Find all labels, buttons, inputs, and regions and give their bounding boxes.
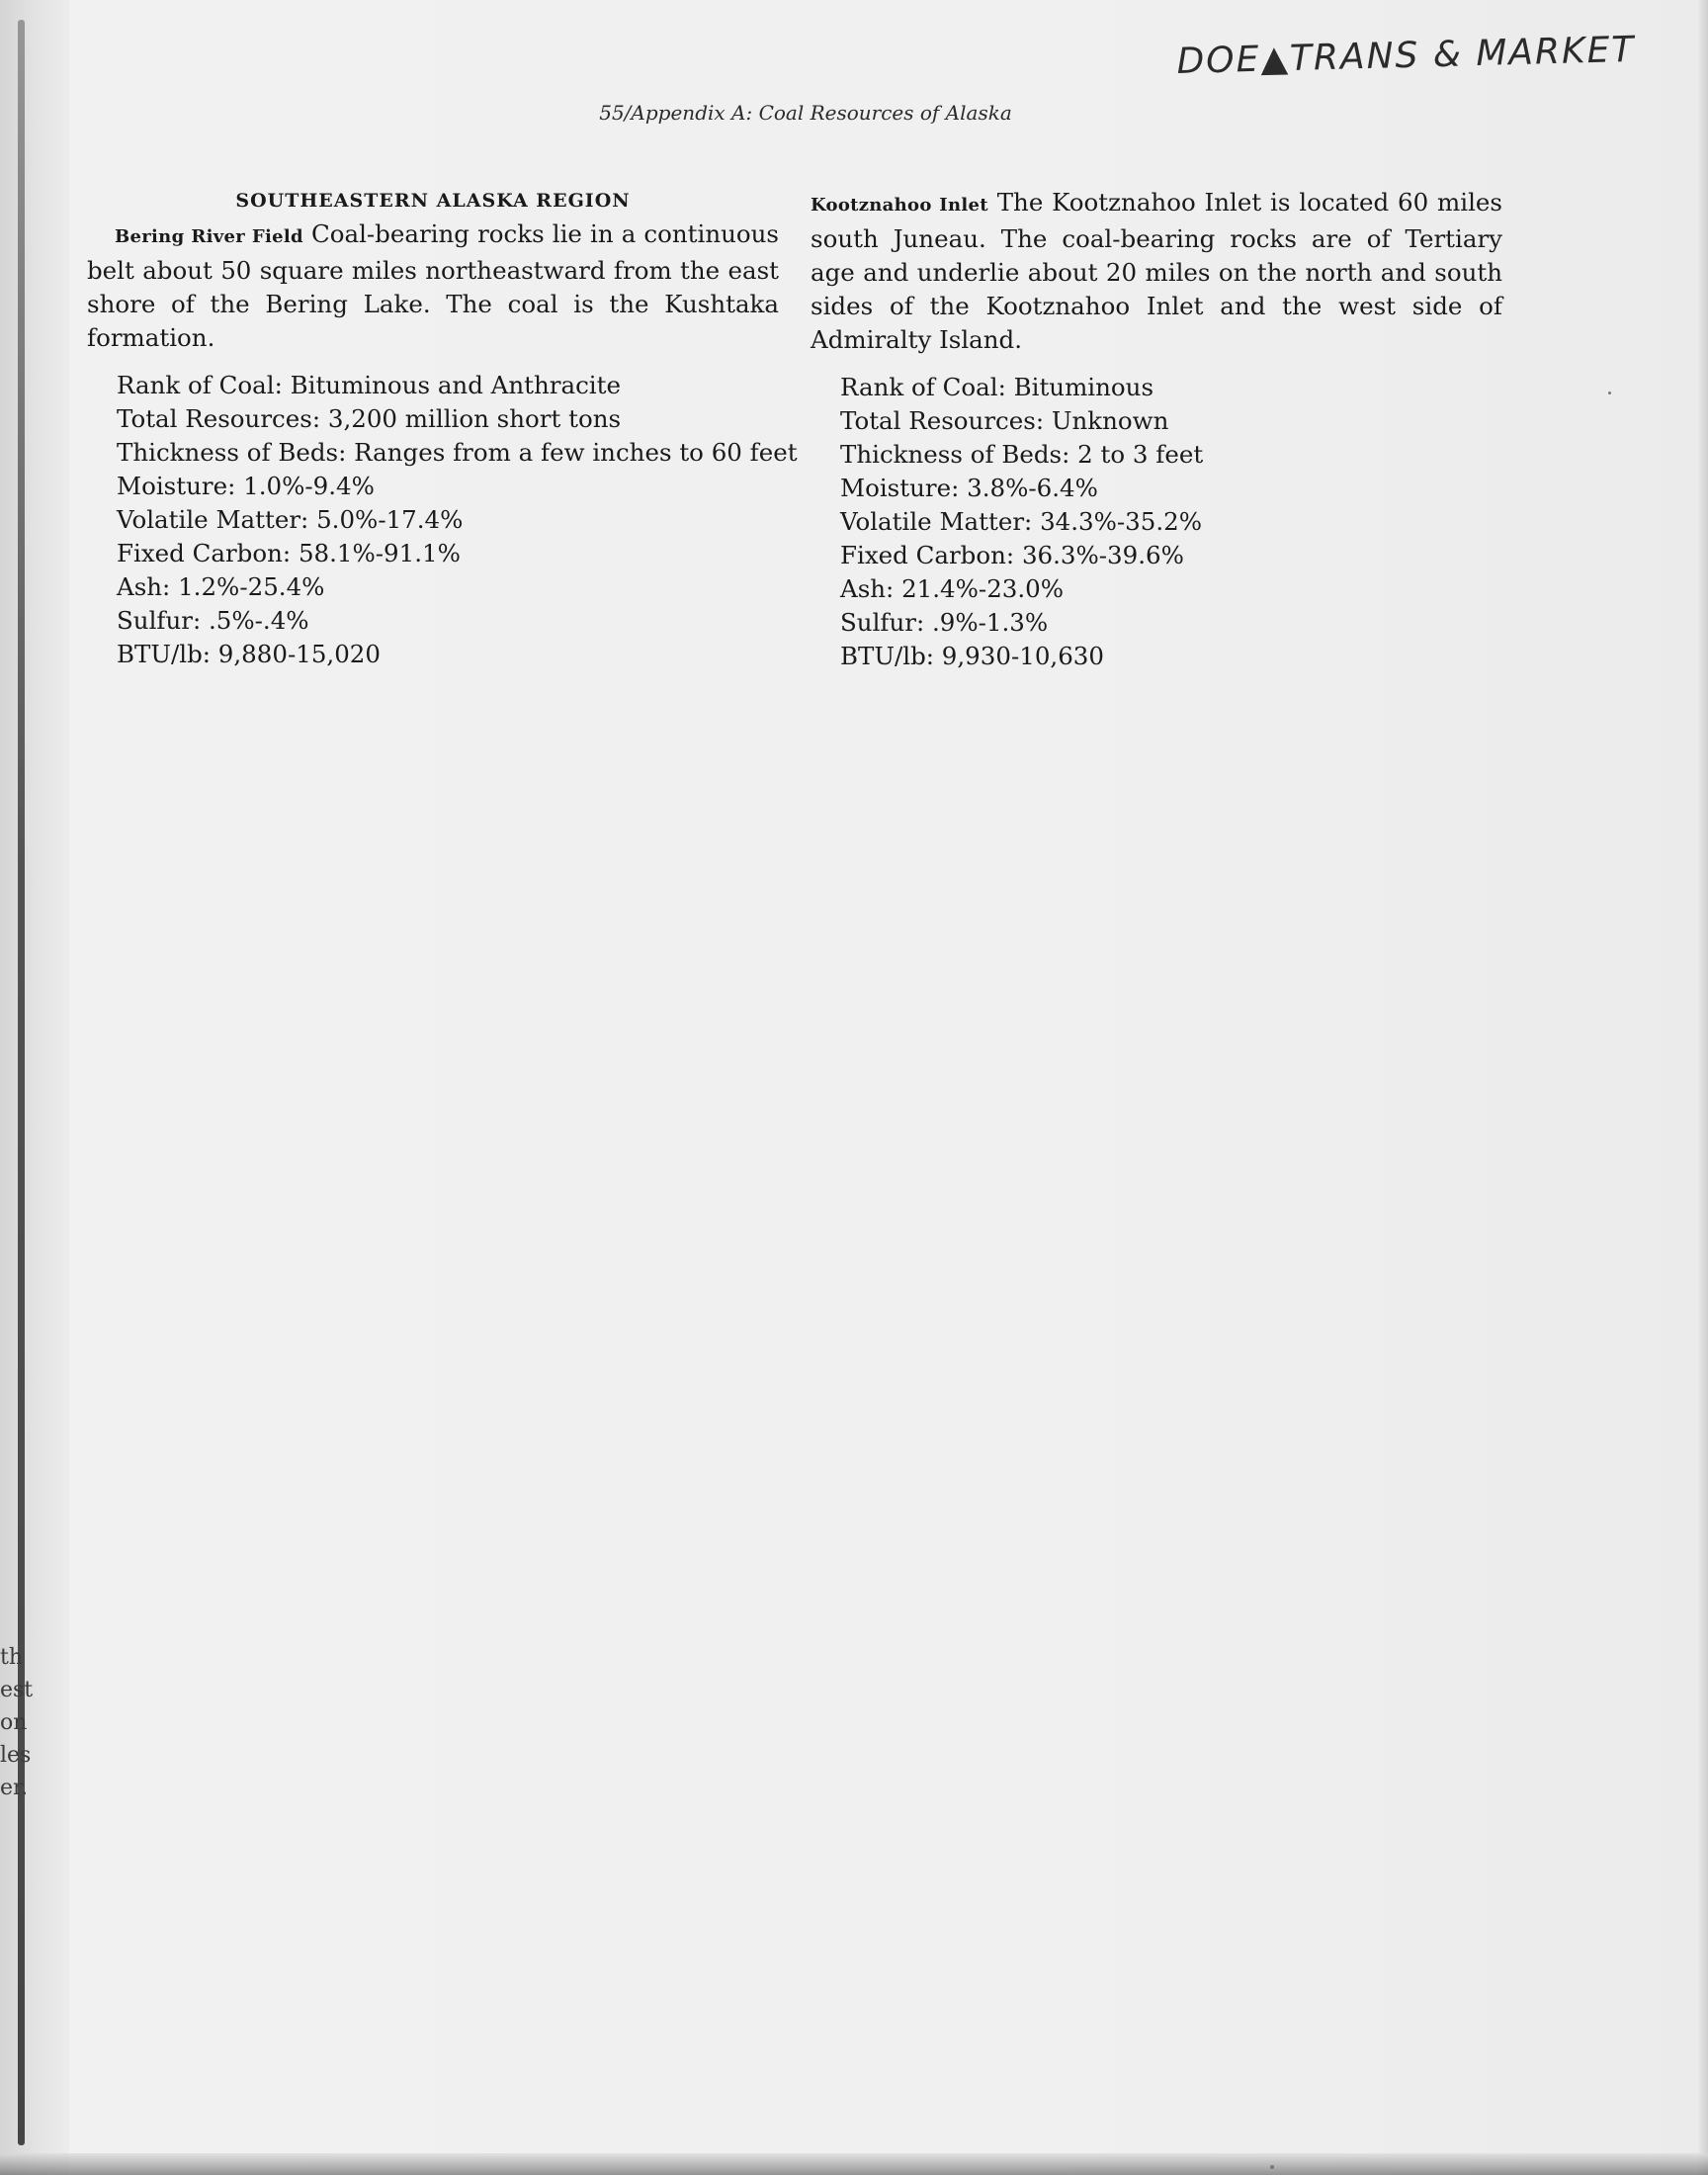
bering-river-paragraph (87, 218, 779, 355)
property-item: Total Resources: 3,200 million short tons (117, 404, 622, 433)
property-item: Ash: 21.4%-23.0% (840, 574, 1065, 603)
field-description: The Kootznahoo Inlet is located 60 miles south Juneau. The coal-bearing rocks are of Tertiary age and underlie about 20 miles on the north and south sides of the Kootznahoo Inlet and the west side of Admiralty Island. (811, 188, 1502, 354)
property-item: Fixed Carbon: 36.3%-39.6% (840, 541, 1184, 569)
fragment-text: est (0, 1678, 34, 1702)
binding-edge-line (18, 20, 25, 2145)
property-item: Sulfur: .9%-1.3% (840, 608, 1049, 637)
property-item: Moisture: 3.8%-6.4% (840, 474, 1098, 502)
field-lead-in: Bering River Field (115, 226, 303, 247)
binding-shadow (0, 0, 69, 2175)
property-item: Volatile Matter: 5.0%-17.4% (117, 505, 464, 534)
property-list (87, 369, 798, 671)
scan-speck (1608, 392, 1611, 394)
facing-page-fragments (0, 1641, 33, 1804)
property-item: Fixed Carbon: 58.1%-91.1% (117, 539, 461, 567)
property-item: Total Resources: Unknown (840, 406, 1169, 435)
field-lead-in: Kootznahoo Inlet (811, 195, 988, 216)
left-column (87, 186, 798, 671)
handwritten-note: DOE▲TRANS & MARKET (1176, 29, 1636, 82)
kootznahoo-paragraph (811, 186, 1502, 357)
field-description: Coal-bearing rocks lie in a continuous belt about 50 square miles northeastward from the east shore of the Bering Lake. The coal is the Kushtaka formation. (87, 219, 779, 352)
property-item: Ash: 1.2%-25.4% (117, 572, 325, 601)
property-item: Thickness of Beds: Ranges from a few inches to 60 feet (117, 438, 798, 467)
right-column (811, 186, 1502, 673)
property-item: BTU/lb: 9,930-10,630 (840, 642, 1104, 670)
property-item: Sulfur: .5%-.4% (117, 606, 309, 635)
bottom-page-edge (0, 2153, 1708, 2175)
property-item: Rank of Coal: Bituminous and Anthracite (117, 371, 621, 399)
scan-speck (1270, 2165, 1274, 2169)
property-item: Thickness of Beds: 2 to 3 feet (840, 440, 1204, 469)
property-item: Moisture: 1.0%-9.4% (117, 472, 375, 500)
region-title: SOUTHEASTERN ALASKA REGION (235, 190, 631, 212)
property-list (811, 371, 1502, 673)
right-page-edge (1696, 0, 1708, 2175)
property-item: Volatile Matter: 34.3%-35.2% (840, 507, 1203, 536)
running-head: 55/Appendix A: Coal Resources of Alaska (599, 101, 1012, 125)
fragment-text: les (0, 1743, 32, 1768)
fragment-text: th (0, 1645, 24, 1670)
fragment-text: er. (0, 1776, 29, 1800)
property-item: BTU/lb: 9,880-15,020 (117, 640, 381, 668)
property-item: Rank of Coal: Bituminous (840, 373, 1154, 401)
fragment-text: on (0, 1710, 28, 1735)
